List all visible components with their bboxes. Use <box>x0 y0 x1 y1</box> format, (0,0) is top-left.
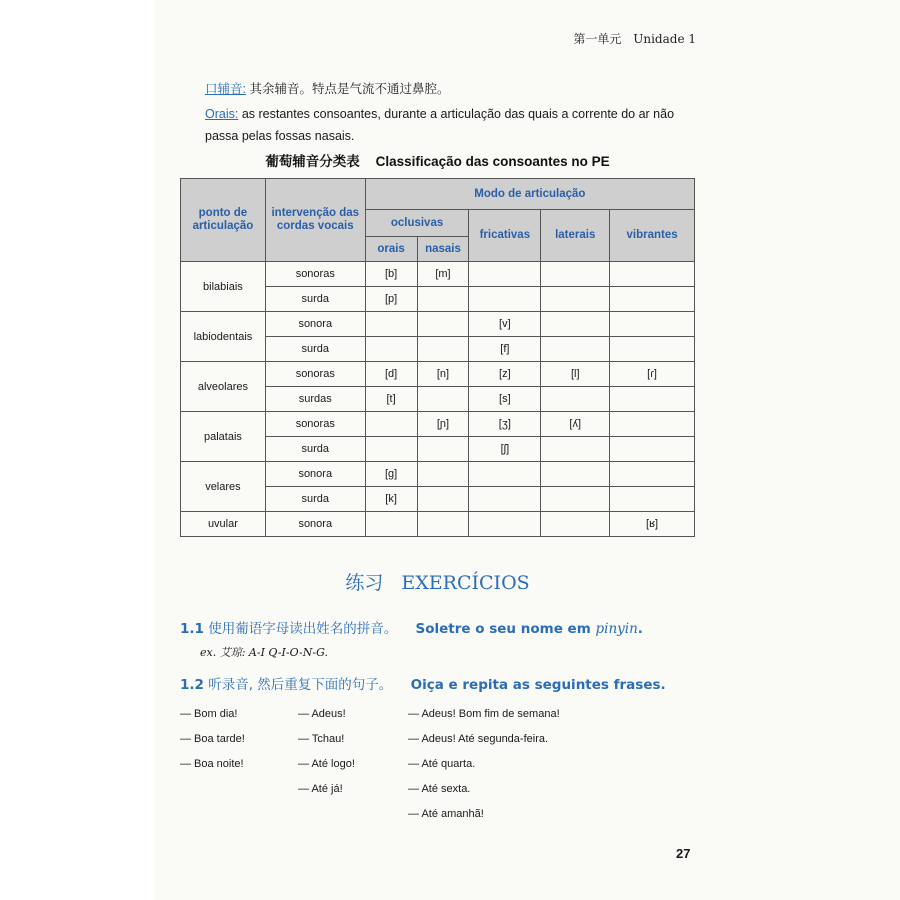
voz-cell: surdas <box>265 387 365 412</box>
fricativas-cell <box>469 287 541 312</box>
orais-cell: [b] <box>365 262 417 287</box>
voz-cell: sonora <box>265 312 365 337</box>
vibrantes-cell <box>610 287 695 312</box>
exercise-pt-end: . <box>637 621 643 637</box>
vibrantes-cell: [ɾ] <box>610 362 695 387</box>
fricativas-cell: [z] <box>469 362 541 387</box>
header-vibrantes: vibrantes <box>610 210 695 262</box>
voz-cell: sonoras <box>265 362 365 387</box>
exercise-1-2 <box>180 673 666 693</box>
header-oclusivas: oclusivas <box>365 210 469 237</box>
ponto-cell: velares <box>181 462 266 512</box>
table-title-pt: Classificação das consoantes no PE <box>375 154 610 169</box>
orais-cell: [d] <box>365 362 417 387</box>
ponto-cell: alveolares <box>181 362 266 412</box>
ponto-cell: labiodentais <box>181 312 266 362</box>
table-row <box>181 262 695 287</box>
exercise-example: ex. 艾琼: A-I Q-I-O-N-G. <box>200 646 328 659</box>
exercise-number: 1.1 <box>180 621 204 637</box>
phrase: — Boa tarde! <box>180 733 245 745</box>
header-chapter-pt: Unidade 1 <box>633 32 696 46</box>
table-row <box>181 312 695 337</box>
fricativas-cell <box>469 262 541 287</box>
table-row <box>181 462 695 487</box>
header-orais: orais <box>365 237 417 262</box>
laterais-cell <box>541 262 610 287</box>
vibrantes-cell <box>610 337 695 362</box>
phrase: — Adeus! Até segunda-feira. <box>408 733 549 745</box>
header-nasais: nasais <box>417 237 469 262</box>
table-row <box>181 512 695 537</box>
fricativas-cell: [v] <box>469 312 541 337</box>
phrases-column-2 <box>298 707 355 807</box>
vibrantes-cell <box>610 387 695 412</box>
nasais-cell <box>417 387 469 412</box>
table-title <box>180 150 695 170</box>
laterais-cell <box>541 337 610 362</box>
exercises-title <box>180 568 695 595</box>
phrase: — Até quarta. <box>408 758 476 770</box>
term-cn: 口辅音: <box>205 82 246 96</box>
laterais-cell <box>541 487 610 512</box>
laterais-cell <box>541 462 610 487</box>
exercise-number: 1.2 <box>180 677 204 693</box>
orais-cell <box>365 412 417 437</box>
nasais-cell <box>417 337 469 362</box>
header-fricativas: fricativas <box>469 210 541 262</box>
ponto-cell: bilabiais <box>181 262 266 312</box>
table-title-cn: 葡萄辅音分类表 <box>265 154 360 169</box>
exercise-pt <box>416 621 643 637</box>
phrase: — Tchau! <box>298 733 345 745</box>
laterais-cell <box>541 287 610 312</box>
nasais-cell: [ɲ] <box>417 412 469 437</box>
vibrantes-cell <box>610 262 695 287</box>
vibrantes-cell <box>610 437 695 462</box>
nasais-cell: [n] <box>417 362 469 387</box>
voz-cell: surda <box>265 437 365 462</box>
voz-cell: sonoras <box>265 412 365 437</box>
phrase: — Até amanhã! <box>408 808 484 820</box>
exercise-pt-text: Soletre o seu nome em <box>415 621 591 637</box>
laterais-cell <box>541 512 610 537</box>
definition-pt: as restantes consoantes, durante a articulação das quais a corrente do ar não passa pelas fossas nasais. <box>205 107 675 143</box>
voz-cell: surda <box>265 287 365 312</box>
exercises-title-pt: EXERCÍCIOS <box>401 572 530 594</box>
consonants-table <box>180 178 695 537</box>
phrases-column-1 <box>180 707 245 782</box>
running-header <box>565 30 696 47</box>
nasais-cell <box>417 512 469 537</box>
laterais-cell: [ʎ] <box>541 412 610 437</box>
orais-cell: [p] <box>365 287 417 312</box>
table-row <box>181 362 695 387</box>
header-ponto: ponto de articulação <box>181 179 266 262</box>
exercise-1-1 <box>180 617 643 637</box>
intro-line-cn <box>205 78 700 100</box>
exercise-cn: 使用葡语字母读出姓名的拼音。 <box>208 621 398 637</box>
definition-cn: 其余辅音。特点是气流不通过鼻腔。 <box>245 82 450 96</box>
header-chapter-cn: 第一单元 <box>573 32 622 46</box>
voz-cell: sonora <box>265 512 365 537</box>
nasais-cell <box>417 287 469 312</box>
intro-text <box>205 78 700 150</box>
fricativas-cell <box>469 512 541 537</box>
laterais-cell <box>541 437 610 462</box>
fricativas-cell: [f] <box>469 337 541 362</box>
fricativas-cell <box>469 462 541 487</box>
orais-cell: [k] <box>365 487 417 512</box>
vibrantes-cell <box>610 462 695 487</box>
fricativas-cell: [ʃ] <box>469 437 541 462</box>
phrase: — Adeus! <box>298 708 346 720</box>
fricativas-cell: [ʒ] <box>469 412 541 437</box>
fricativas-cell: [s] <box>469 387 541 412</box>
nasais-cell <box>417 462 469 487</box>
voz-cell: sonora <box>265 462 365 487</box>
phrase: — Boa noite! <box>180 758 244 770</box>
exercises-title-cn: 练习 <box>345 572 384 594</box>
ponto-cell: uvular <box>181 512 266 537</box>
orais-cell <box>365 312 417 337</box>
phrases-column-3 <box>408 707 560 832</box>
ponto-cell: palatais <box>181 412 266 462</box>
exercise-cn: 听录音, 然后重复下面的句子。 <box>208 677 393 693</box>
page-number: 27 <box>676 846 691 861</box>
table-row <box>181 412 695 437</box>
phrase: — Até sexta. <box>408 783 471 795</box>
header-laterais: laterais <box>541 210 610 262</box>
term-pt: Orais: <box>205 107 239 121</box>
orais-cell <box>365 437 417 462</box>
header-modo: Modo de articulação <box>365 179 694 210</box>
orais-cell <box>365 337 417 362</box>
exercise-pt-italic: pinyin <box>595 621 638 637</box>
nasais-cell <box>417 487 469 512</box>
exercise-pt: Oiça e repita as seguintes frases. <box>410 677 666 693</box>
nasais-cell <box>417 312 469 337</box>
orais-cell: [t] <box>365 387 417 412</box>
fricativas-cell <box>469 487 541 512</box>
phrase: — Adeus! Bom fim de semana! <box>408 708 560 720</box>
nasais-cell <box>417 437 469 462</box>
consonants-table-body <box>181 262 695 537</box>
laterais-cell <box>541 312 610 337</box>
laterais-cell <box>541 387 610 412</box>
voz-cell: surda <box>265 487 365 512</box>
vibrantes-cell <box>610 312 695 337</box>
orais-cell: [g] <box>365 462 417 487</box>
phrase: — Até já! <box>298 783 343 795</box>
vibrantes-cell <box>610 412 695 437</box>
header-intervencao: intervenção das cordas vocais <box>265 179 365 262</box>
laterais-cell: [l] <box>541 362 610 387</box>
orais-cell <box>365 512 417 537</box>
phrase: — Bom dia! <box>180 708 238 720</box>
vibrantes-cell: [ʁ] <box>610 512 695 537</box>
nasais-cell: [m] <box>417 262 469 287</box>
voz-cell: surda <box>265 337 365 362</box>
voz-cell: sonoras <box>265 262 365 287</box>
vibrantes-cell <box>610 487 695 512</box>
intro-line-pt <box>205 103 700 147</box>
phrase: — Até logo! <box>298 758 355 770</box>
